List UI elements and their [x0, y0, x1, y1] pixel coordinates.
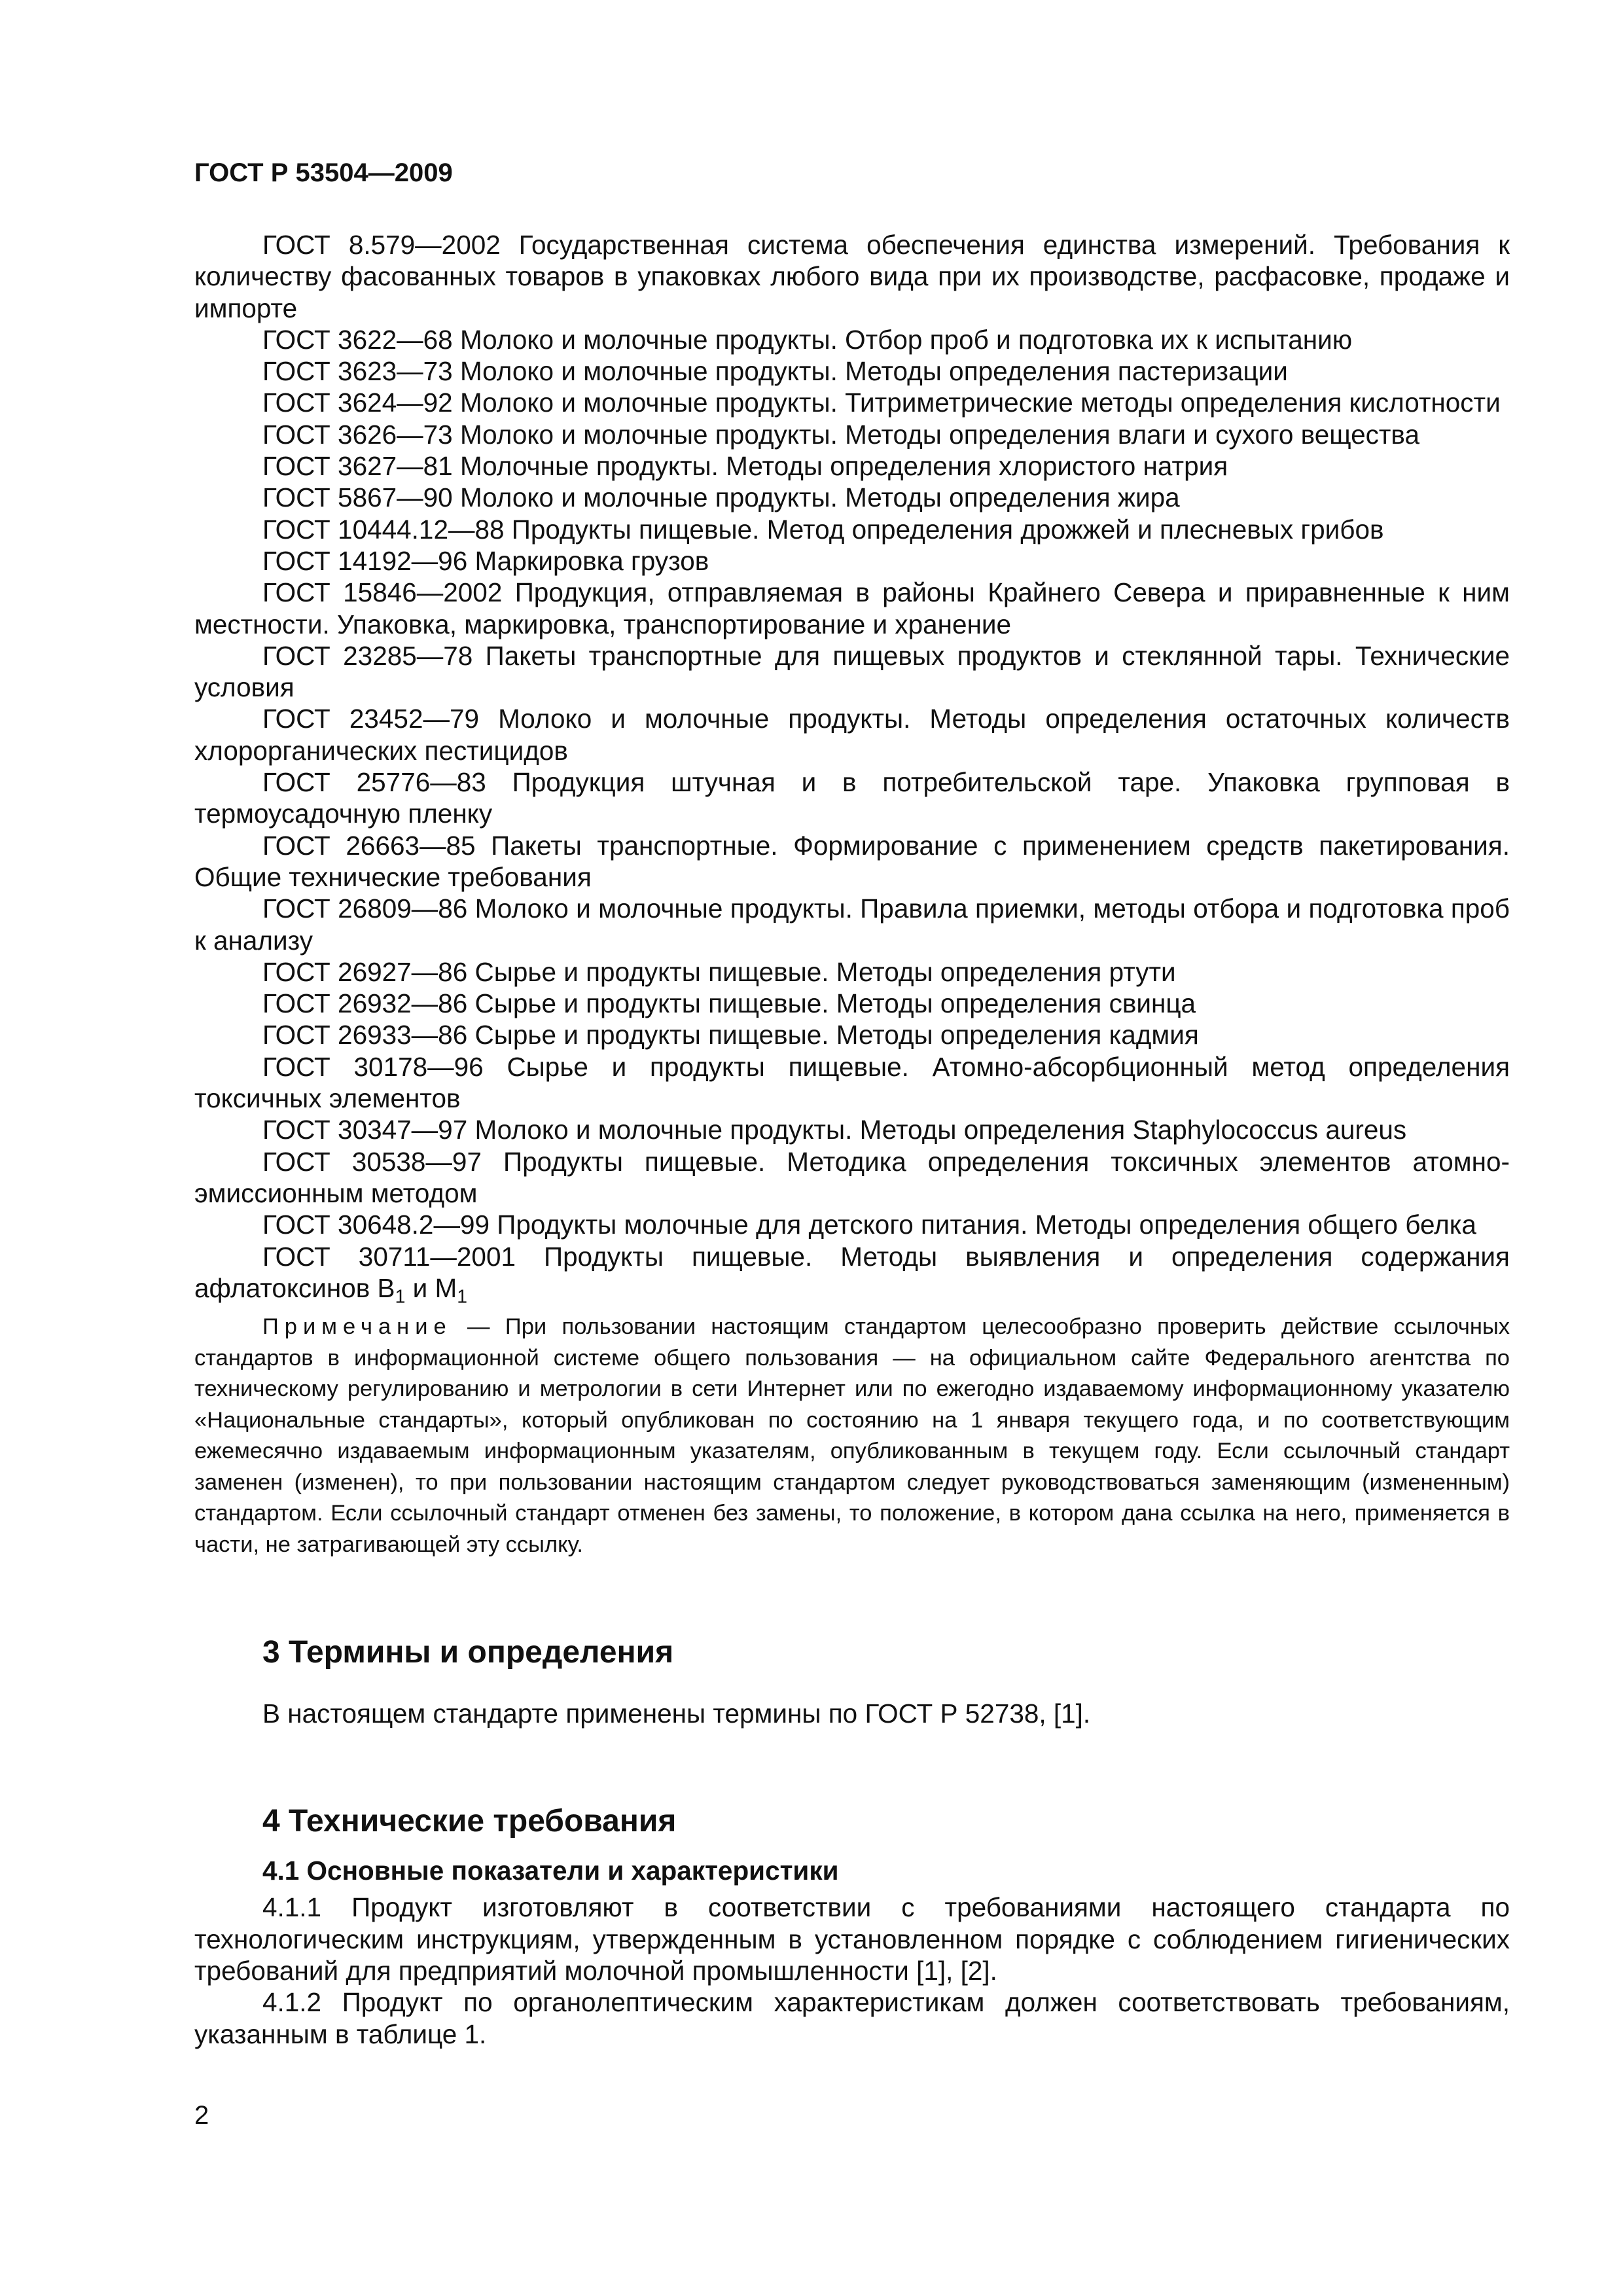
- paragraph-4-1-1: 4.1.1 Продукт изготовляют в соответствии с требованиями настоящего стандарта по технологическим инструкциям, утвержденным в установленном порядке с соблюдением гигиенических требований для предприятий молочной промышленности [1], [2].: [194, 1892, 1510, 1986]
- reference-item: ГОСТ 26933—86 Сырье и продукты пищевые. Методы определения кадмия: [262, 1020, 1199, 1050]
- reference-item: ГОСТ 3623—73 Молоко и молочные продукты. Методы определения пастеризации: [262, 356, 1288, 387]
- reference-item: ГОСТ 30648.2—99 Продукты молочные для детского питания. Методы определения общего белка: [262, 1210, 1476, 1240]
- reference-item: ГОСТ 3627—81 Молочные продукты. Методы определения хлористого натрия: [262, 451, 1228, 482]
- reference-item: ГОСТ 26932—86 Сырье и продукты пищевые. Методы определения свинца: [262, 988, 1196, 1019]
- reference-item: ГОСТ 14192—96 Маркировка грузов: [262, 545, 709, 576]
- reference-item: ГОСТ 3622—68 Молоко и молочные продукты. Отбор проб и подготовка их к испытанию: [262, 324, 1353, 355]
- reference-item: ГОСТ 26927—86 Сырье и продукты пищевые. Методы определения ртути: [262, 956, 1176, 987]
- reference-item: ГОСТ 3624—92 Молоко и молочные продукты. Титриметрические методы определения кислотности: [262, 387, 1501, 418]
- reference-item-last: [194, 1241, 1510, 1308]
- subscript: 1: [457, 1286, 467, 1308]
- reference-item: ГОСТ 25776—83 Продукция штучная и в потребительской таре. Упаковка групповая в термоусадочную пленку: [194, 767, 1510, 829]
- reference-item: ГОСТ 30538—97 Продукты пищевые. Методика определения токсичных элементов атомно-эмиссионным методом: [194, 1146, 1510, 1208]
- reference-text: и M: [405, 1272, 457, 1303]
- reference-item: ГОСТ 30347—97 Молоко и молочные продукты. Методы определения Staphylococcus aureus: [262, 1115, 1407, 1145]
- note-label: Примечание: [262, 1314, 452, 1340]
- section-3-title: 3 Термины и определения: [262, 1635, 674, 1670]
- reference-item: ГОСТ 23452—79 Молоко и молочные продукты. Методы определения остаточных количеств хлорорганических пестицидов: [194, 704, 1510, 766]
- document-page: [194, 157, 1510, 2050]
- section-3-text: В настоящем стандарте применены термины по ГОСТ Р 52738, [1].: [262, 1698, 1091, 1729]
- reference-item: ГОСТ 23285—78 Пакеты транспортные для пищевых продуктов и стеклянной тары. Технические условия: [194, 640, 1510, 703]
- document-header: ГОСТ Р 53504—2009: [194, 158, 453, 187]
- reference-item: ГОСТ 3626—73 Молоко и молочные продукты. Методы определения влаги и сухого вещества: [262, 419, 1420, 450]
- reference-item: ГОСТ 15846—2002 Продукция, отправляемая в районы Крайнего Севера и приравненные к ним местности. Упаковка, маркировка, транспортирование и хранение: [194, 577, 1510, 639]
- subscript: 1: [395, 1286, 406, 1308]
- page-number: 2: [194, 2101, 209, 2130]
- reference-item: ГОСТ 26809—86 Молоко и молочные продукты. Правила приемки, методы отбора и подготовка проб к анализу: [194, 893, 1510, 956]
- section-4-title: 4 Технические требования: [262, 1804, 677, 1839]
- note-paragraph: [194, 1312, 1510, 1560]
- reference-item: ГОСТ 30178—96 Сырье и продукты пищевые. Атомно-абсорбционный метод определения токсичных элементов: [194, 1051, 1510, 1114]
- reference-item: ГОСТ 26663—85 Пакеты транспортные. Формирование с применением средств пакетирования. Общие технические требования: [194, 830, 1510, 892]
- normative-references-list: [194, 229, 1510, 1308]
- subsection-4-1-title: 4.1 Основные показатели и характеристики: [262, 1856, 839, 1886]
- note-text: — При пользовании настоящим стандартом целесообразно проверить действие ссылочных стандартов в информационной системе общего пользования — на официальном сайте Федерального агентства по техническому регулированию и метрологии в сети Интернет или по ежегодно издаваемому информационному указателю «Национальные стандарты», который опубликован по состоянию на 1 января текущего года, и по соответствующим ежемесячно издаваемым информационным указателям, опубликованным в текущем году. Если ссылочный стандарт заменен (изменен), то при пользовании настоящим стандартом следует руководствоваться заменяющим (измененным) стандартом. Если ссылочный стандарт отменен без замены, то положение, в котором дана ссылка на него, применяется в части, не затрагивающей эту ссылку.: [194, 1314, 1510, 1557]
- reference-item: ГОСТ 10444.12—88 Продукты пищевые. Метод определения дрожжей и плесневых грибов: [262, 514, 1384, 545]
- paragraph-4-1-2: 4.1.2 Продукт по органолептическим характеристикам должен соответствовать требованиям, указанным в таблице 1.: [194, 1987, 1510, 2049]
- reference-text: ГОСТ 30711—2001 Продукты пищевые. Методы выявления и определения содержания афлатоксинов B: [194, 1241, 1510, 1303]
- reference-item: ГОСТ 8.579—2002 Государственная система обеспечения единства измерений. Требования к количеству фасованных товаров в упаковках любого вида при их производстве, расфасовке, продаже и импорте: [194, 230, 1510, 323]
- reference-item: ГОСТ 5867—90 Молоко и молочные продукты. Методы определения жира: [262, 482, 1180, 513]
